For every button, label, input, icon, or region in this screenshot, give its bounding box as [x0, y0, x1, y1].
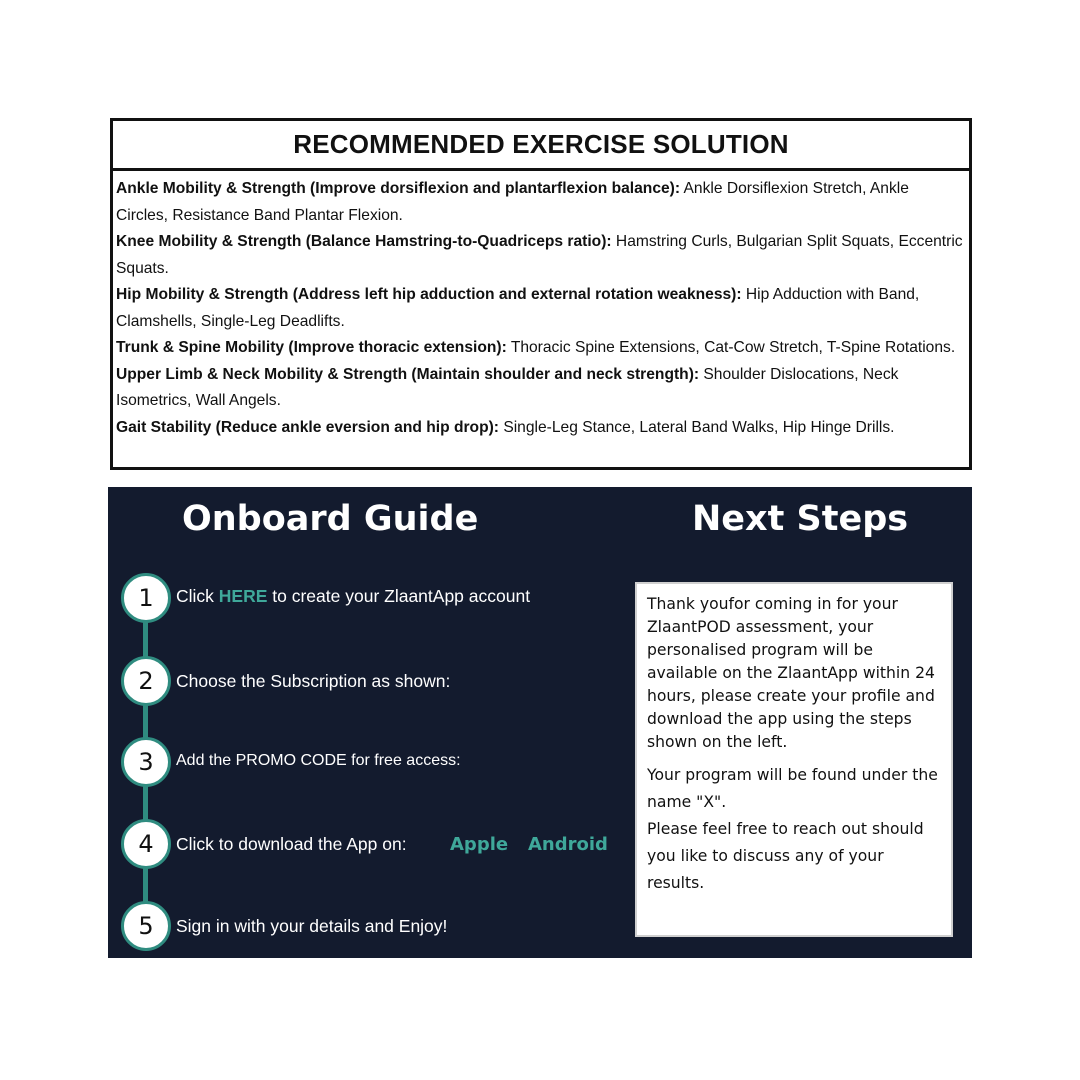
exercise-item-body: Ankle Dorsiflexion Stretch, Ankle Circles, Resistance Band Plantar Flexion. — [116, 180, 909, 224]
exercise-item-head: Knee Mobility & Strength (Balance Hamstring-to-Quadriceps ratio): — [116, 233, 612, 250]
step-3-text: Add the PROMO CODE for free access: — [176, 752, 461, 769]
exercise-item-body: Thoracic Spine Extensions, Cat-Cow Stretch, T-Spine Rotations. — [506, 339, 956, 356]
exercise-item-hip — [116, 282, 965, 335]
step-1-pre: Click — [176, 586, 219, 606]
exercise-item-body: Single-Leg Stance, Lateral Band Walks, Hip Hinge Drills. — [498, 418, 895, 436]
here-link[interactable]: HERE — [218, 586, 268, 606]
next-steps-paragraph: Thank youfor coming in for your ZlaantPOD assessment, your personalised program will be available on the ZlaantApp within 24 hours, please create your profile and download the app using the steps shown on the left. — [647, 595, 935, 751]
exercise-solution-box — [110, 118, 972, 470]
exercise-item-head: Ankle Mobility & Strength (Improve dorsiflexion and plantarflexion balance): — [116, 180, 681, 197]
step-1-post: to create your ZlaantApp account — [267, 586, 531, 606]
apple-download-link[interactable]: Apple — [450, 834, 509, 855]
exercise-item-knee — [116, 229, 965, 282]
exercise-title: RECOMMENDED EXERCISE SOLUTION — [113, 121, 969, 171]
onboard-panel — [108, 487, 972, 958]
exercise-item-upper-limb — [116, 362, 965, 415]
next-steps-paragraph: Your program will be found under the name "X". — [647, 766, 938, 811]
next-steps-paragraph: Please feel free to reach out should you like to discuss any of your results. — [647, 820, 924, 892]
exercise-item-head: Gait Stability (Reduce ankle eversion and hip drop): — [116, 418, 499, 436]
exercise-item-trunk — [116, 335, 965, 362]
exercise-item-gait — [116, 415, 965, 442]
exercise-item-body: Hip Adduction with Band, Clamshells, Single-Leg Deadlifts. — [116, 286, 920, 330]
step-1-circle: 1 — [121, 573, 171, 623]
android-download-link[interactable]: Android — [528, 834, 608, 855]
onboard-guide-heading: Onboard Guide — [182, 499, 479, 539]
next-steps-heading: Next Steps — [692, 499, 909, 539]
next-steps-box — [635, 582, 953, 937]
step-5-circle: 5 — [121, 901, 171, 951]
exercise-item-head: Hip Mobility & Strength (Address left hip adduction and external rotation weakness): — [116, 286, 742, 303]
step-2-circle: 2 — [121, 656, 171, 706]
step-3-circle: 3 — [121, 737, 171, 787]
exercise-item-head: Upper Limb & Neck Mobility & Strength (Maintain shoulder and neck strength): — [116, 365, 700, 383]
exercise-list — [113, 171, 969, 441]
exercise-item-ankle — [116, 176, 965, 229]
step-5-text: Sign in with your details and Enjoy! — [176, 916, 448, 936]
step-4-circle: 4 — [121, 819, 171, 869]
step-1-text — [176, 586, 530, 607]
exercise-item-body: Shoulder Dislocations, Neck Isometrics, Wall Angels. — [116, 365, 899, 409]
exercise-item-body: Hamstring Curls, Bulgarian Split Squats, Eccentric Squats. — [116, 233, 963, 277]
step-2-text: Choose the Subscription as shown: — [176, 671, 451, 691]
exercise-item-head: Trunk & Spine Mobility (Improve thoracic extension): — [116, 339, 507, 356]
step-4-text: Click to download the App on: — [176, 834, 407, 854]
